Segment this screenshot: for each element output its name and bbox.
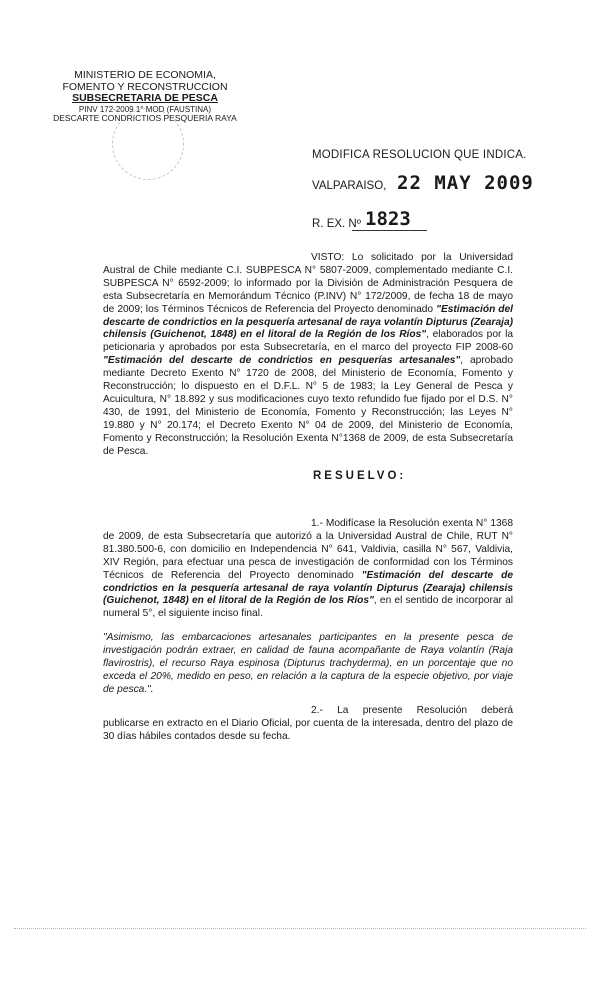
point-1-lead: 1.- Modifícase la Resolución exenta N° 1368 de 2009, de esta Subsecretaría que autorizó a la Universidad Austral de Chile, RUT N° 81.380.500-6, con domicilio en Independencia N° 641, Valdivia, casilla N° 567, Valdivia, XIV Región, para efectuar una pesca de investigación de conformidad con los Términos Técnicos de Referencia del Proyecto denominado xyxy=(103,518,513,581)
visto-mid: , elaborados por la peticionaria y aprobados por esta Subsecretaría, en el marco del proyecto FIP 2008-60 xyxy=(103,329,513,354)
visto-tail: , aprobado mediante Decreto Exento N° 1720 de 2008, del Ministerio de Economía, Fomento y Reconstrucción; lo dispuesto en el D.F.L. N° 5 de 1983; la Ley General de Pesca y Acuicultura, N° 18.892 y sus modificaciones cuyo texto refundido fue fijado por el D.S. N° 430, de 1991, del Ministerio de Economía, Fomento y Reconstrucción; las Leyes N° 19.880 y N° 20.174; el Decreto Exento N° 04 de 2009, del Ministerio de Economía, Fomento y Reconstrucción; la Resolución Exenta N°1368 de 2009, de esta Subsecretaría de Pesca. xyxy=(103,355,513,457)
point-1-text xyxy=(103,518,513,621)
resolution-point-2 xyxy=(103,705,513,744)
date-stamp: 22 MAY 2009 xyxy=(397,172,534,194)
visto-paragraph xyxy=(103,252,513,459)
page-bottom-divider xyxy=(14,928,586,929)
visto-text xyxy=(103,252,513,459)
visto-lead: VISTO: Lo solicitado por la Universidad Austral de Chile mediante C.I. SUBPESCA N° 5807-2009, complementado mediante C.I. SUBPESCA N° 6592-2009; lo informado por la División de Administración Pesquera de esta Subsecretaría en Memorándum Técnico (P.INV) N° 172/2009, de fecha 18 de mayo de 2009; los Términos Técnicos de Referencia del Proyecto denominado xyxy=(103,252,513,315)
point-1-project-title: "Estimación del descarte de condrictios en la pesquería artesanal de raya volantín Dipturus (Zearaja) chilensis (Guichenot, 1848) en el litoral de la Región de los Ríos" xyxy=(103,569,513,607)
resuelvo-heading: RESUELVO: xyxy=(313,470,407,482)
incorporated-clause: "Asimismo, las embarcaciones artesanales participantes en la presente pesca de investigación podrán extraer, en calidad de fauna acompañante de Raya volantín (Raja flavirostris), el recurso Raya espinosa (Dipturus trachyderma), en un porcentaje que no exceda el 20%, medido en peso, en relación a la captura de la especie objetivo, por viaje de pesca.". xyxy=(103,632,513,695)
reference-line-1: PINV 172-2009 1° MOD (FAUSTINA) xyxy=(78,104,212,114)
ministry-line-1: MINISTERIO DE ECONOMIA, xyxy=(74,69,216,81)
point-2-text: 2.- La presente Resolución deberá publicarse en extracto en el Diario Oficial, por cuenta de la interesada, dentro del plazo de 30 días hábiles contados desde su fecha. xyxy=(103,705,513,742)
resolution-number-underline xyxy=(352,230,427,231)
reference-line-2: DESCARTE CONDRICTIOS PESQUERIA RAYA xyxy=(53,112,237,123)
resolution-subject: MODIFICA RESOLUCION QUE INDICA. xyxy=(312,149,527,161)
point-1-tail: , en el sentido de incorporar al numeral 5°, el siguiente inciso final. xyxy=(103,595,513,620)
visto-project-title: "Estimación del descarte de condrictios en la pesquería artesanal de raya volantín Dipturus (Zearaja) chilensis (Guichenot, 1848) en el litoral de la Región de los Ríos" xyxy=(103,303,514,341)
official-seal-icon xyxy=(112,108,184,180)
visto-fip-title: "Estimación del descarte de condrictios en pesquerías artesanales" xyxy=(103,355,461,367)
ministry-line-2: FOMENTO Y RECONSTRUCCION xyxy=(62,80,228,93)
resolution-point-1 xyxy=(103,518,513,621)
resolution-number-label: R. EX. Nº xyxy=(312,218,361,230)
resolution-number: 1823 xyxy=(365,208,411,230)
place-label: VALPARAISO, xyxy=(312,180,387,192)
subsecretaria-line: SUBSECRETARIA DE PESCA xyxy=(72,92,218,104)
